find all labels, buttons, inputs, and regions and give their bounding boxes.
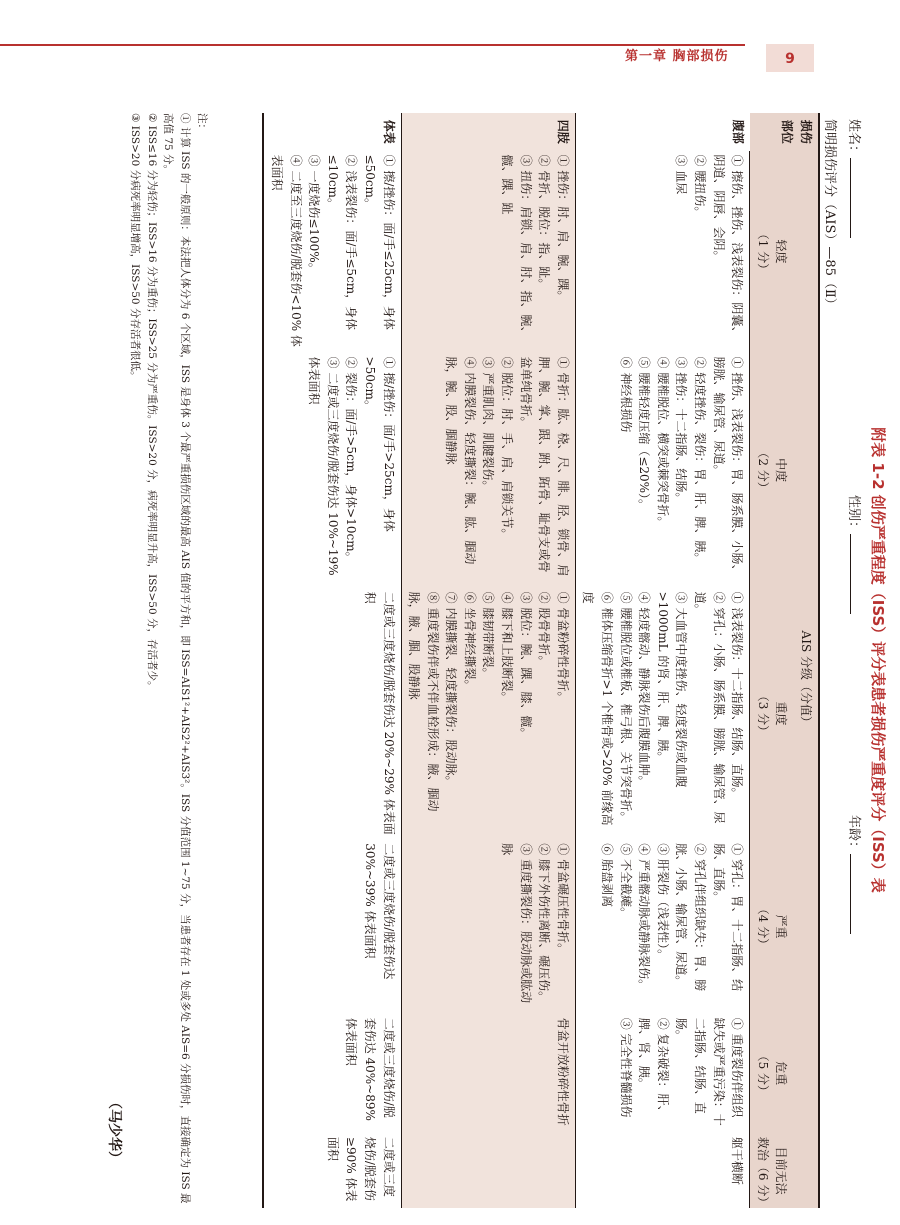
list-item: ② 脱位：肘、手、肩、肩锁关节。: [500, 356, 515, 541]
list-item: ① 挫伤、浅表裂伤：胃、肠系膜、小肠、膀胱、输尿管、尿道。: [711, 356, 745, 577]
region-header: 损伤部位: [750, 113, 819, 151]
table-title: 附表 1-2 创伤严重程度（ISS）评分表患者损伤严重度评分（ISS）表: [869, 427, 887, 893]
list-item: 骨盆开放粉碎性骨折: [555, 1017, 570, 1126]
level-header: 轻度 （1 分）: [750, 151, 794, 353]
list-item: ② 骨折、脱位：指、趾。: [537, 154, 552, 291]
list-item: ⑦ 内膜撕裂、轻度撕裂伤：股动脉。: [444, 591, 459, 788]
level-header: 目前无法 救治（6 分）: [750, 1133, 794, 1208]
list-item: ⑤ 腰椎脱位或椎板、椎弓根、关节突骨折。: [618, 591, 633, 824]
notes-label: 注：: [196, 113, 208, 134]
list-item: ⑤ 不全截瘫。: [618, 843, 633, 920]
table-cell: [401, 588, 575, 840]
iss-table: [262, 113, 820, 1208]
list-item: ② 穿孔伴组织缺失：胃、膀胱、小肠、输尿管、尿道。: [674, 843, 708, 992]
table-cell: [263, 1133, 401, 1208]
table-cell: [263, 151, 401, 353]
chapter-title: 第一章 胸部损伤: [625, 49, 729, 64]
list-item: ④ 轻度髂动、静脉裂伤后腹膜血肿。: [637, 591, 652, 788]
list-item: ④ 膝下和上肢断裂。: [500, 591, 515, 704]
table-cell: [575, 1014, 749, 1133]
level-header: 中度 （2 分）: [750, 353, 794, 588]
list-item: ③ 完全性脊髓损伤: [618, 1017, 633, 1118]
table-cell: [575, 588, 749, 840]
list-item: ⑧ 重度裂伤伴或不伴血栓形成：腋、腘动脉，腋、腘、股静脉: [407, 591, 440, 812]
note-item: ③ ISS>20 分病死率明显增高，ISS>50 分存活者很低。: [128, 113, 141, 382]
list-item: ① 骨折：肱、桡、尺、腓、胫、锁骨、肩胛、腕、掌、跟、跗、跖骨、耻骨支或骨盆单纯骨折。: [518, 356, 570, 577]
list-item: ① 浅表裂伤：十二指肠、结肠、直肠。: [730, 591, 745, 800]
table-cell: [575, 839, 749, 1013]
table-cell: [401, 839, 575, 1013]
list-item: ② 股骨骨折。: [537, 591, 552, 668]
list-item: ① 挫伤：肘、肩、腕、踝。: [555, 154, 570, 303]
list-item: ③ 扭伤：肩锁、肩、肘、指、腕、髋、踝、趾: [500, 154, 533, 339]
list-item: ⑤ 腰椎轻度压缩（≤20%）。: [637, 356, 652, 512]
age-field: 年龄：: [846, 815, 865, 934]
list-item: ③ 二度或三度烧伤/脱套伤达 10%~19% 体表面积: [307, 356, 340, 576]
list-item: ⑥ 神经根损伤: [618, 356, 633, 433]
list-item: ③ 脱位：腕、踝、膝、髋。: [518, 591, 533, 740]
list-item: ③ 肝裂伤（浅表性）。: [655, 843, 670, 962]
list-item: ③ 大血管中度挫伤、轻度裂伤或血腹>1000mL 的肾、肝、脾、胰。: [655, 591, 689, 788]
list-item: ④ 二度至三度烧伤/脱套伤<10% 体表面积: [269, 154, 303, 347]
table-cell: [401, 1133, 575, 1208]
list-item: ① 重度裂伤伴组织缺失或严重污染：十二指肠、结肠、直肠。: [674, 1017, 745, 1126]
list-item: ② 浅表裂伤：面/手≤5cm，身体≤10cm。: [325, 154, 359, 331]
list-item: ⑥ 坐骨神经撕裂。: [462, 591, 477, 692]
table-cell: [401, 1014, 575, 1133]
list-item: ⑤ 膝韧带断裂。: [481, 591, 496, 680]
list-item: ② 穿孔：小肠、肠系膜、膀胱、输尿管、尿道。: [693, 591, 726, 824]
list-item: ④ 内膜裂伤、轻度撕裂：腕、肱、腘动脉，腕、股、腘静脉: [444, 356, 477, 565]
notes: [126, 113, 210, 1208]
list-item: ④ 严重髂动脉或静脉裂伤。: [637, 843, 652, 992]
list-item: ③ 血尿: [674, 154, 689, 195]
author: （马少华）: [106, 1095, 122, 1165]
table-cell: [401, 353, 575, 588]
table-cell: [263, 353, 401, 588]
region-cell: 体表: [381, 119, 396, 144]
table-cell: [263, 1014, 401, 1133]
list-item: ① 骨盆粉碎性骨折。: [555, 591, 570, 704]
list-item: ② 裂伤：面/手>5cm，身体>10cm。: [344, 356, 359, 564]
table-cell: [263, 588, 401, 840]
page-number: 9: [766, 44, 814, 72]
list-item: ① 擦/挫伤：面/手>25cm，身体>50cm。: [362, 356, 396, 532]
table-cell: [575, 151, 749, 353]
list-item: ② 轻度挫伤、裂伤：胃、肝、脾、胰。: [693, 356, 708, 565]
note-item: ① 计算 ISS 的一般原则：本法把人体分为 6 个区域，ISS 是身体 3 个最严重损伤区域的最高 AIS 值的平方和，即 ISS=AIS1²+AIS2²+AIS3²。ISS 分值范围 1~75 分，当患者存在 1 处或多处 AIS=6 分损伤时，直接确定为 ISS 最高值 75 分。: [162, 113, 192, 1204]
table-row: [575, 113, 749, 1208]
list-item: ② 腰扭伤。: [693, 154, 708, 219]
ais-note: 简明损伤评分（AIS）—85（Ⅱ）: [822, 119, 837, 311]
list-item: 二度或三度烧伤/脱套伤≥90% 体表面积: [325, 1136, 396, 1202]
sex-field: 性别：: [846, 495, 865, 614]
table-row: [401, 113, 575, 1208]
list-item: ① 擦伤、挫伤、浅表裂伤：阴囊、阴道、阴唇、会阴。: [711, 154, 745, 339]
list-item: ③ 严重肌肉、肌腱裂伤。: [481, 356, 496, 493]
list-item: 躯干横断: [730, 1136, 745, 1185]
table-cell: [575, 1133, 749, 1208]
list-item: ⑥ 胎盘剥离: [600, 843, 615, 908]
list-item: 二度或三度烧伤/脱套伤达 40%~89% 体表面积: [344, 1017, 396, 1121]
list-item: ② 复杂破裂：肝、脾、肾、胰。: [637, 1017, 670, 1118]
list-item: 二度或三度烧伤/脱套伤达 30%~39% 体表面积: [362, 843, 396, 980]
list-item: 二度或三度烧伤/脱套伤达 20%~29% 体表面积: [362, 591, 396, 835]
list-item: ⑥ 椎体压缩骨折>1 个椎骨或>20% 前缘高度: [581, 591, 615, 826]
list-item: ④ 腰椎脱位、横突或棘突骨折。: [655, 356, 670, 529]
region-cell: 腹部: [730, 119, 745, 144]
list-item: ③ 一度烧伤≤100%。: [307, 154, 322, 275]
rotated-table-area: [87, 95, 895, 1225]
name-field: 姓名：: [846, 119, 865, 238]
table-cell: [575, 353, 749, 588]
list-item: ② 膝下外伤性离断、碾压伤。: [537, 843, 552, 1004]
level-header: 危重 （5 分）: [750, 1014, 794, 1133]
list-item: ① 穿孔：胃、十二指肠、结肠、直肠。: [711, 843, 745, 992]
table-cell: [263, 839, 401, 1013]
level-header: 严重 （4 分）: [750, 839, 794, 1013]
list-item: ① 擦/挫伤：面/手≤25cm，身体≤50cm。: [362, 154, 396, 330]
list-item: ③ 挫伤：十二指肠、结肠。: [674, 356, 689, 505]
list-item: ③ 重度撕裂伤：股动脉或肱动脉: [500, 843, 533, 1004]
region-cell: 四肢: [401, 113, 575, 151]
note-item: ② ISS≤16 分为轻伤；ISS>16 分为重伤；ISS>25 分为严重伤。ISS>20 分，病死率明显升高，ISS>50 分，存活者少。: [145, 113, 158, 692]
list-item: ① 骨盆碾压性骨折。: [555, 843, 570, 956]
level-header: 重度 （3 分）: [750, 588, 794, 840]
table-cell: [401, 151, 575, 353]
table-row: [263, 113, 401, 1208]
ais-group-header: AIS 分级（分值）: [793, 151, 819, 1208]
